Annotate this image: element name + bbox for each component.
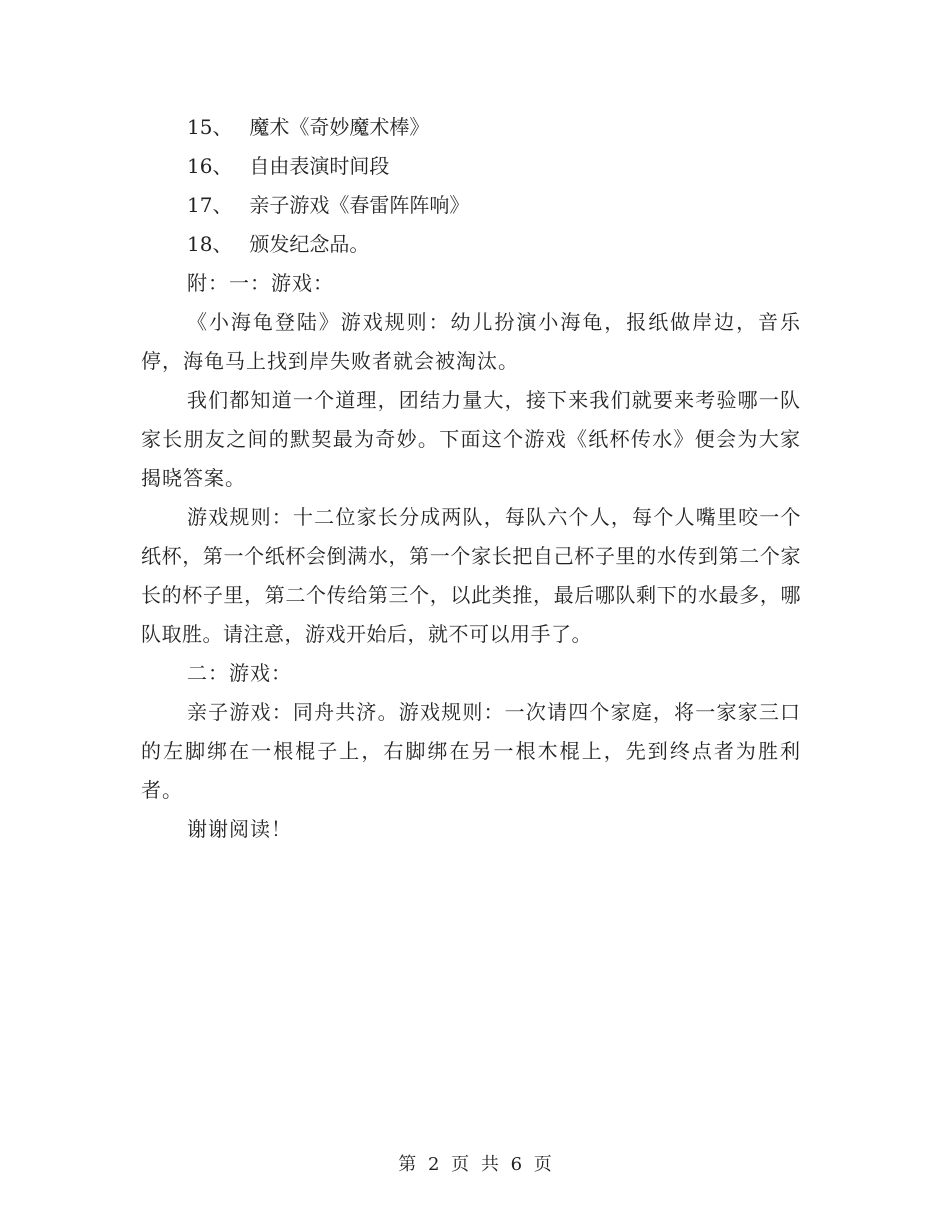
appendix-heading: 附：一：游戏： bbox=[187, 271, 334, 295]
closing-thanks: 谢谢阅读！ bbox=[187, 817, 292, 841]
list-item bbox=[141, 225, 801, 264]
list-item-text: 魔术《奇妙魔术棒》 bbox=[249, 115, 430, 139]
total-pages: 6 bbox=[510, 1154, 523, 1175]
footer-label-di: 第 bbox=[398, 1154, 417, 1175]
footer-label-ye: 页 bbox=[451, 1154, 470, 1175]
paragraph-teamwork-intro: 我们都知道一个道理，团结力量大，接下来我们就要来考验哪一队家长朋友之间的默契最为奇妙。下面这个游戏《纸杯传水》便会为大家揭晓答案。 bbox=[141, 388, 801, 490]
list-item-number: 18、 bbox=[187, 232, 233, 256]
section-heading-two: 二：游戏： bbox=[187, 661, 292, 685]
list-item-text: 亲子游戏《春雷阵阵响》 bbox=[249, 193, 470, 217]
list-item-number: 15、 bbox=[187, 115, 233, 139]
paragraph-cup-game-rules: 游戏规则：十二位家长分成两队，每队六个人，每个人嘴里咬一个纸杯，第一个纸杯会倒满水，第一个家长把自己杯子里的水传到第二个家长的杯子里，第二个传给第三个，以此类推，最后哪队剩下的水最多，哪队取胜。请注意，游戏开始后，就不可以用手了。 bbox=[141, 505, 801, 646]
list-item-number: 16、 bbox=[187, 154, 233, 178]
list-item-text: 自由表演时间段 bbox=[249, 154, 390, 178]
document-body bbox=[141, 108, 801, 849]
list-item bbox=[141, 147, 801, 186]
list-item bbox=[141, 108, 801, 147]
page-number: 2 bbox=[427, 1154, 440, 1175]
page-footer bbox=[0, 1152, 950, 1178]
paragraph-parent-child-game: 亲子游戏：同舟共济。游戏规则：一次请四个家庭，将一家家三口的左脚绑在一根棍子上，右脚绑在另一根木棍上，先到终点者为胜利者。 bbox=[141, 700, 801, 802]
list-item-number: 17、 bbox=[187, 193, 233, 217]
list-item-text: 颁发纪念品。 bbox=[249, 232, 370, 256]
footer-label-ye-end: 页 bbox=[533, 1154, 552, 1175]
paragraph-sea-turtle-game: 《小海龟登陆》游戏规则：幼儿扮演小海龟，报纸做岸边，音乐停，海龟马上找到岸失败者就会被淘汰。 bbox=[141, 310, 801, 373]
list-item bbox=[141, 186, 801, 225]
footer-label-gong: 共 bbox=[480, 1154, 499, 1175]
